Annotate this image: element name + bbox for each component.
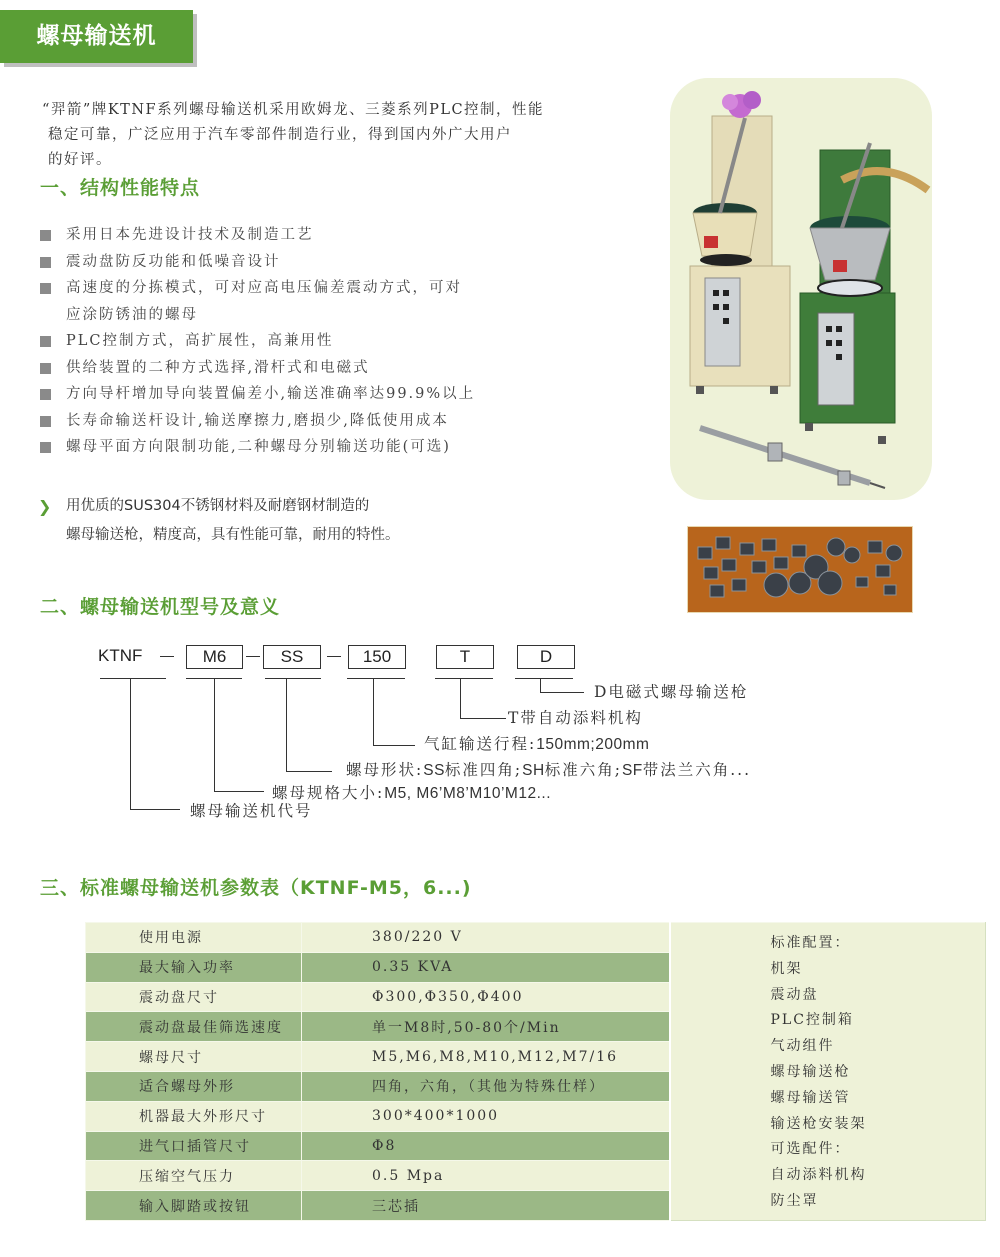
config-item: 机架 bbox=[770, 960, 803, 977]
table-row bbox=[86, 923, 986, 953]
feature-item: 采用日本先进设计技术及制造工艺 bbox=[40, 222, 560, 249]
connector bbox=[540, 692, 584, 693]
feature-list bbox=[40, 222, 560, 461]
chevron-right-icon: ❯ bbox=[38, 497, 52, 516]
config-heading: 可选配件： bbox=[770, 1141, 851, 1158]
desc-code: 螺母输送机代号 bbox=[190, 802, 313, 820]
param-label: 适合螺母外形 bbox=[86, 1071, 302, 1101]
square-bullet-icon bbox=[40, 230, 51, 241]
desc-electromagnetic: D电磁式螺母输送枪 bbox=[594, 683, 749, 701]
square-bullet-icon bbox=[40, 257, 51, 268]
config-item: 震动盘 bbox=[770, 986, 819, 1003]
connector bbox=[286, 771, 332, 772]
section1-title: 一、结构性能特点 bbox=[40, 177, 201, 199]
square-bullet-icon bbox=[40, 442, 51, 453]
connector bbox=[460, 718, 506, 719]
page-title-banner bbox=[0, 10, 193, 63]
config-item: 气动组件 bbox=[770, 1038, 835, 1055]
square-bullet-icon bbox=[40, 336, 51, 347]
nut-feeder-machines-illustration bbox=[670, 78, 932, 500]
parameters-table bbox=[85, 922, 986, 1221]
connector bbox=[286, 678, 287, 771]
assorted-nuts-illustration bbox=[688, 527, 912, 612]
intro-paragraph bbox=[42, 98, 602, 173]
section2-title: 二、螺母输送机型号及意义 bbox=[40, 596, 281, 618]
feature-item: 供给装置的二种方式选择,滑杆式和电磁式 bbox=[40, 355, 560, 382]
param-value: M5,M6,M8,M10,M12,M7/16 bbox=[302, 1042, 670, 1072]
param-value: 300*400*1000 bbox=[302, 1101, 670, 1131]
underline bbox=[347, 678, 405, 679]
param-value: 380/220 V bbox=[302, 923, 670, 953]
page-title: 螺母输送机 bbox=[36, 23, 157, 49]
config-item: PLC控制箱 bbox=[770, 1012, 854, 1029]
config-item: 螺母输送枪 bbox=[770, 1063, 851, 1080]
param-label: 最大输入功率 bbox=[86, 952, 302, 982]
param-label: 震动盘最佳筛选速度 bbox=[86, 1012, 302, 1042]
desc-stroke: 气缸输送行程:150mm;200mm bbox=[424, 735, 650, 753]
param-value: 0.35 KVA bbox=[302, 952, 670, 982]
feature-item: PLC控制方式，高扩展性，高兼用性 bbox=[40, 328, 560, 355]
square-bullet-icon bbox=[40, 283, 51, 294]
connector bbox=[373, 678, 374, 745]
config-item: 输送枪安装架 bbox=[770, 1115, 867, 1132]
param-label: 震动盘尺寸 bbox=[86, 982, 302, 1012]
underline bbox=[515, 678, 573, 679]
param-label: 螺母尺寸 bbox=[86, 1042, 302, 1072]
param-label: 压缩空气压力 bbox=[86, 1161, 302, 1191]
code-box-size: M6 bbox=[186, 645, 243, 669]
code-box-electromagnetic: D bbox=[517, 645, 575, 669]
intro-line: 的好评。 bbox=[48, 152, 112, 168]
connector bbox=[130, 809, 180, 810]
param-label: 使用电源 bbox=[86, 923, 302, 953]
param-label: 进气口插管尺寸 bbox=[86, 1131, 302, 1161]
param-value: 四角，六角，（其他为特殊仕样） bbox=[302, 1071, 670, 1101]
machine-photo bbox=[670, 78, 932, 500]
intro-line: “羿箭”牌KTNF系列螺母输送机采用欧姆龙、三菱系列PLC控制，性能 bbox=[42, 102, 545, 118]
model-prefix: KTNF bbox=[98, 646, 143, 665]
connector bbox=[214, 678, 215, 791]
connector bbox=[373, 745, 415, 746]
note-line: 用优质的SUS304不锈钢材料及耐磨钢材制造的 bbox=[66, 498, 370, 514]
code-box-autofeed: T bbox=[436, 645, 494, 669]
param-value: Φ300,Φ350,Φ400 bbox=[302, 982, 670, 1012]
square-bullet-icon bbox=[40, 389, 51, 400]
desc-size: 螺母规格大小:M5, M6’M8’M10’M12... bbox=[272, 784, 551, 802]
param-value: 0.5 Mpa bbox=[302, 1161, 670, 1191]
configuration-list bbox=[670, 923, 986, 1221]
param-value: 单一M8时,50-80个/Min bbox=[302, 1012, 670, 1042]
dash bbox=[246, 656, 260, 657]
connector bbox=[540, 678, 541, 692]
code-box-shape: SS bbox=[263, 645, 321, 669]
dash bbox=[160, 656, 174, 657]
desc-shape: 螺母形状:SS标准四角;SH标准六角;SF带法兰六角... bbox=[346, 761, 752, 779]
config-item: 螺母输送管 bbox=[770, 1089, 851, 1106]
feature-item: 长寿命输送杆设计,输送摩擦力,磨损少,降低使用成本 bbox=[40, 408, 560, 435]
note-line: 螺母输送枪，精度高，具有性能可靠，耐用的特性。 bbox=[66, 527, 400, 543]
code-box-stroke: 150 bbox=[348, 645, 406, 669]
nuts-photo bbox=[687, 526, 913, 613]
underline bbox=[265, 678, 321, 679]
feature-item: 震动盘防反功能和低噪音设计 bbox=[40, 249, 560, 276]
feature-item: 螺母平面方向限制功能,二种螺母分别输送功能(可选) bbox=[40, 434, 560, 461]
param-value: Φ8 bbox=[302, 1131, 670, 1161]
config-item: 自动添料机构 bbox=[770, 1167, 867, 1184]
desc-autofeed: T带自动添料机构 bbox=[508, 709, 643, 727]
feature-item: 高速度的分拣模式，可对应高电压偏差震动方式，可对 应涂防锈油的螺母 bbox=[40, 275, 560, 328]
underline bbox=[100, 678, 166, 679]
param-label: 机器最大外形尺寸 bbox=[86, 1101, 302, 1131]
dash bbox=[327, 656, 341, 657]
connector bbox=[460, 678, 461, 718]
section3-title: 三、标准螺母输送机参数表（KTNF-M5，6...) bbox=[40, 877, 472, 899]
param-label: 输入脚踏或按钮 bbox=[86, 1191, 302, 1221]
intro-line: 稳定可靠，广泛应用于汽车零部件制造行业，得到国内外广大用户 bbox=[48, 127, 512, 143]
square-bullet-icon bbox=[40, 363, 51, 374]
param-value: 三芯插 bbox=[302, 1191, 670, 1221]
material-note bbox=[38, 492, 538, 550]
config-item: 防尘罩 bbox=[770, 1192, 819, 1209]
square-bullet-icon bbox=[40, 416, 51, 427]
connector bbox=[214, 791, 264, 792]
underline bbox=[435, 678, 493, 679]
feature-item: 方向导杆增加导向装置偏差小,输送准确率达99.9%以上 bbox=[40, 381, 560, 408]
connector bbox=[130, 678, 131, 809]
config-heading: 标准配置： bbox=[770, 935, 851, 951]
